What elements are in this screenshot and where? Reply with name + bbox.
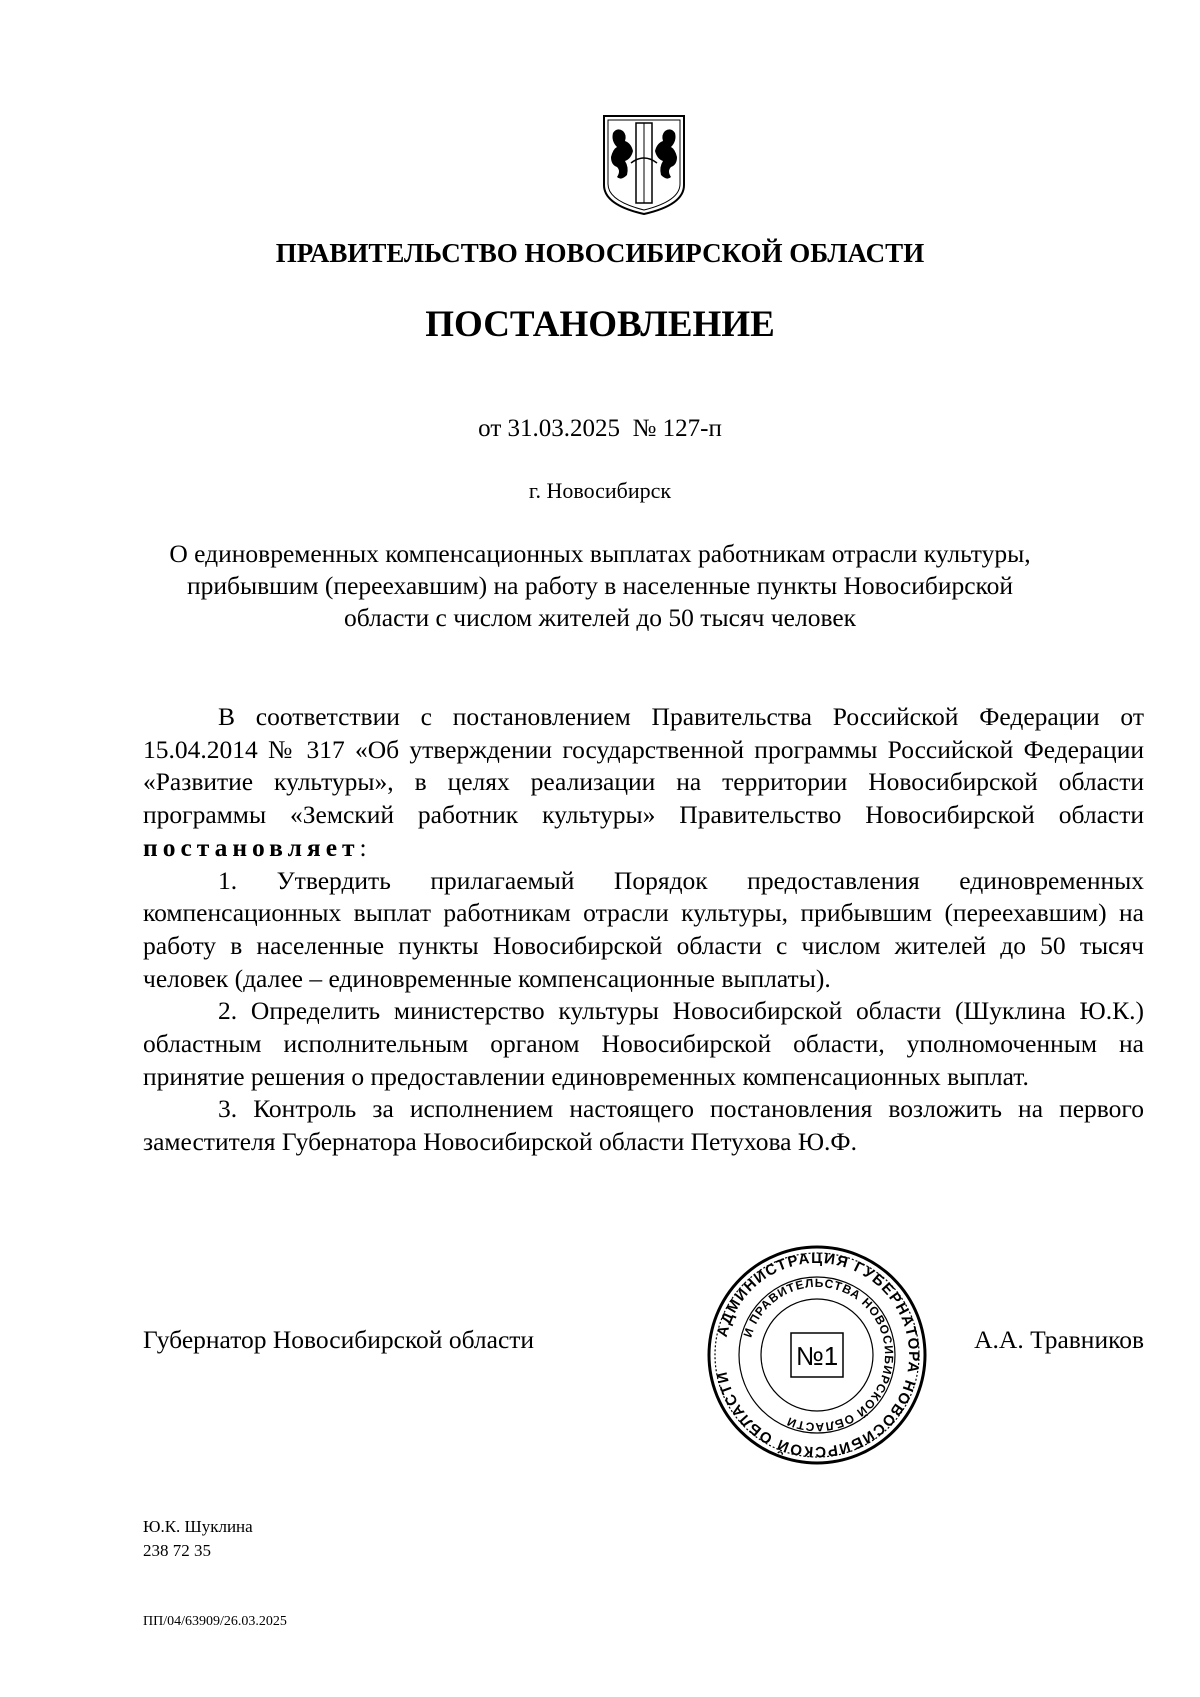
seal-outer-text: АДМИНИСТРАЦИЯ ГУБЕРНАТОРА НОВОСИБИРСКОЙ ОБЛАСТИ — [713, 1249, 923, 1461]
official-seal — [705, 1243, 929, 1467]
organization-name: ПРАВИТЕЛЬСТВО НОВОСИБИРСКОЙ ОБЛАСТИ — [275, 238, 925, 268]
preamble-colon: : — [359, 832, 367, 862]
signer-name: А.А. Травников — [974, 1325, 1144, 1354]
item-1: 1. Утвердить прилагаемый Порядок предоставления единовременных компенсационных выплат работникам отрасли культуры, прибывшим (переехавшим) на работу в населенные пункты Новосибирской области с числом жителей до 50 тысяч человек (далее – единовременные компенсационные выплаты). — [143, 865, 1144, 993]
registration-number: ПП/04/63909/26.03.2025 — [143, 1614, 287, 1629]
seal-center-text: №1 — [795, 1341, 839, 1371]
document-number: № 127-п — [632, 415, 722, 442]
document-title: О единовременных компенсационных выплатах работникам отрасли культуры, прибывшим (переехавшим) на работу в населенные пункты Новосибирской области с числом жителей до 50 тысяч человек — [169, 539, 1031, 632]
date-line — [0, 415, 1200, 443]
executor-block — [143, 1515, 253, 1563]
item-3: 3. Контроль за исполнением настоящего постановления возложить на первого заместителя Губернатора Новосибирской области Петухова Ю.Ф. — [143, 1094, 1144, 1157]
decree-keyword: постановляет — [143, 832, 360, 862]
executor-name: Ю.К. Шуклина — [143, 1517, 253, 1536]
item-2: 2. Определить министерство культуры Новосибирской области (Шуклина Ю.К.) областным исполнительным органом Новосибирской области, уполномоченным на принятие решения о предоставлении единовременных компенсационных выплат. — [143, 996, 1144, 1091]
coat-of-arms-emblem — [601, 113, 687, 217]
document-body — [143, 701, 1144, 1159]
date-prefix: от — [478, 415, 502, 442]
seal-inner-text: И ПРАВИТЕЛЬСТВА НОВОСИБИРСКОЙ ОБЛАСТИ — [740, 1275, 897, 1435]
preamble-paragraph — [143, 701, 1144, 865]
document-date: 31.03.2025 — [507, 415, 621, 442]
preamble-text: В соответствии с постановлением Правительства Российской Федерации от 15.04.2014 № 317 «Об утверждении государственной программы Российской Федерации «Развитие культуры», в целях реализации на территории Новосибирской области программы «Земский работник культуры» Правительство Новосибирской области — [143, 702, 1144, 830]
city: г. Новосибирск — [528, 478, 672, 503]
executor-phone: 238 72 35 — [143, 1541, 211, 1560]
signer-title: Губернатор Новосибирской области — [143, 1325, 535, 1354]
document-type: ПОСТАНОВЛЕНИЕ — [425, 304, 775, 345]
